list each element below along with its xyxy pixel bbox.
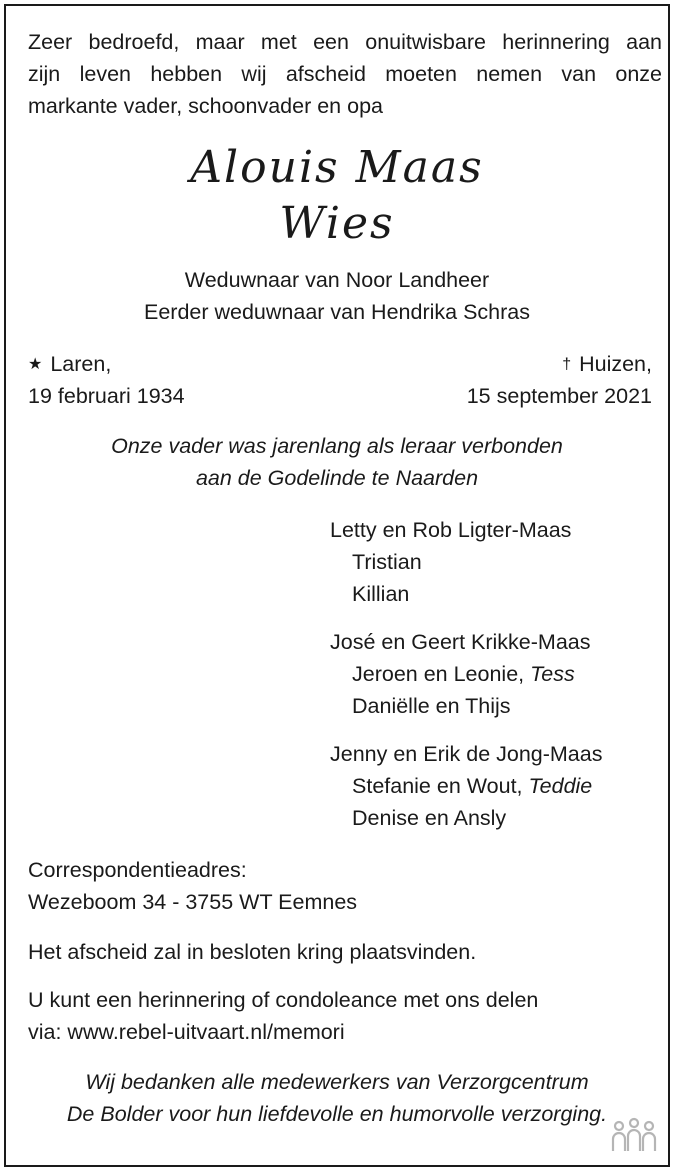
tribute-line-1: Onze vader was jarenlang als leraar verbonden (111, 434, 563, 458)
deceased-name: Alouis Maas (190, 142, 484, 193)
intro-line-3: markante vader, schoonvader en opa (28, 94, 383, 118)
birth-place-text: Laren, (50, 352, 112, 376)
family-head: José en Geert Krikke-Maas (330, 630, 591, 654)
grandchild-name: Tess (530, 662, 575, 686)
correspondence-address: Wezeboom 34 - 3755 WT Eemnes (28, 890, 358, 914)
family-member: Daniëlle en Thijs (352, 694, 511, 718)
cross-icon: † (562, 356, 572, 373)
family-member: Denise en Ansly (352, 806, 507, 830)
family-member-names: Jeroen en Leonie, (352, 662, 531, 686)
death-date: 15 september 2021 (466, 384, 652, 408)
thanks-line-2: De Bolder voor hun liefdevolle en humorvolle verzorging. (66, 1102, 608, 1126)
obituary-card (4, 4, 670, 1167)
family-member-names: Stefanie en Wout, (352, 774, 529, 798)
widower-line-1: Weduwnaar van Noor Landheer (184, 268, 490, 292)
family-member (352, 770, 592, 802)
star-icon: ★ (28, 356, 43, 373)
family-head: Jenny en Erik de Jong-Maas (330, 742, 603, 766)
thanks-line-1: Wij bedanken alle medewerkers van Verzorgcentrum (85, 1070, 589, 1094)
death-place-text: Huizen, (579, 352, 652, 376)
correspondence-label: Correspondentieadres: (28, 858, 247, 882)
deceased-nickname: Wies (279, 198, 395, 249)
condolence-line-2: via: www.rebel-uitvaart.nl/memori (28, 1020, 345, 1044)
farewell-notice: Het afscheid zal in besloten kring plaatsvinden. (28, 940, 477, 964)
intro-line-2: zijn leven hebben wij afscheid moeten nemen van onze (28, 62, 662, 86)
birth-date: 19 februari 1934 (28, 384, 185, 408)
family-head: Letty en Rob Ligter-Maas (330, 518, 572, 542)
intro-line-1: Zeer bedroefd, maar met een onuitwisbare herinnering aan (28, 30, 662, 54)
family-member: Killian (352, 582, 410, 606)
family-member (352, 658, 575, 690)
family-member: Tristian (352, 550, 422, 574)
tribute-line-2: aan de Godelinde te Naarden (195, 466, 479, 490)
intro-text (28, 26, 662, 122)
people-group-icon (610, 1117, 658, 1155)
death-place (562, 348, 652, 383)
birth-place (28, 348, 111, 383)
widower-line-2: Eerder weduwnaar van Hendrika Schras (143, 300, 530, 324)
condolence-line-1: U kunt een herinnering of condoleance met ons delen (28, 988, 539, 1012)
grandchild-name: Teddie (528, 774, 593, 798)
